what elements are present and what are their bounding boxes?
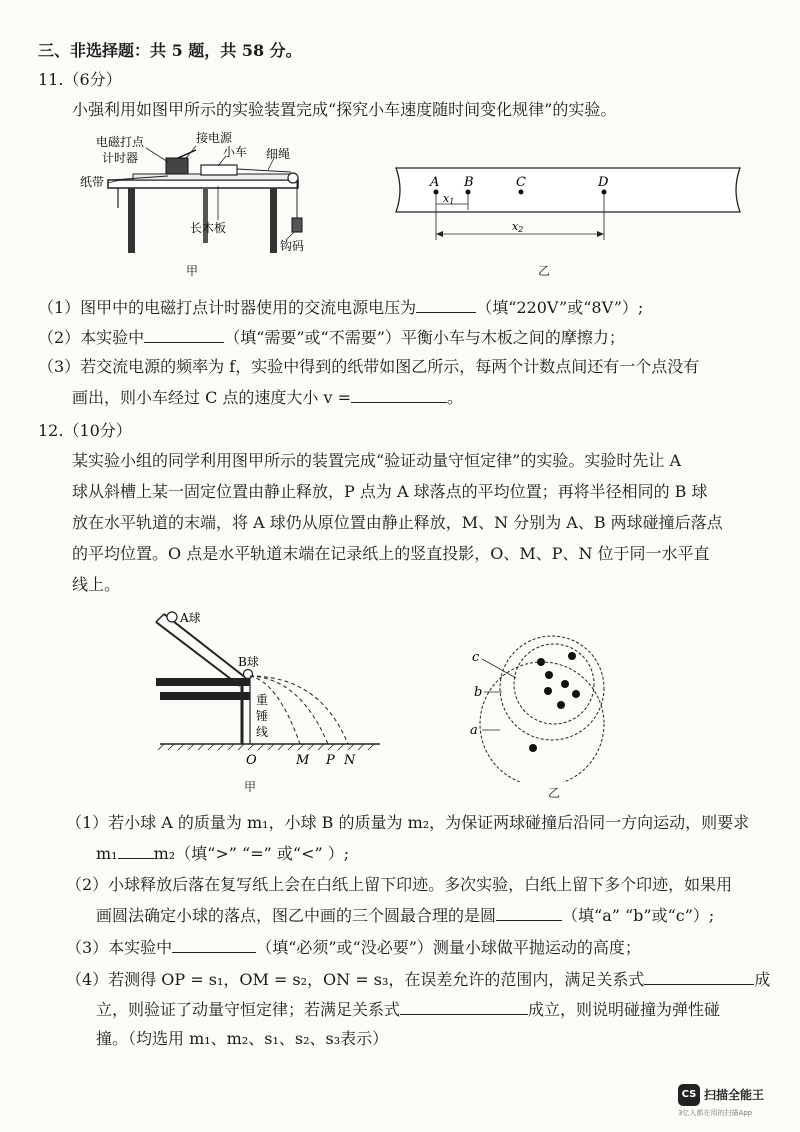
label-plumb-2: 锤	[256, 709, 269, 723]
q11-item-3-line1: （3）若交流电源的频率为 f，实验中得到的纸带如图乙所示，每两个计数点间还有一个点没有	[38, 357, 700, 376]
q12-item-4-line3: 撞。（均选用 m₁、m₂、s₁、s₂、s₃表示）	[96, 1029, 389, 1048]
q12-item-2-line2: 画圆法确定小球的落点，图乙中画的三个圆最合理的是圆 （填“a” “b”或“c”）;	[96, 906, 715, 925]
tape-x1-label: x1	[443, 192, 455, 206]
circle-a	[480, 662, 604, 782]
label-ball-b: B球	[238, 655, 259, 669]
q12-item-1-line2: m₁ m₂（填“>” “=” 或“<” ）;	[96, 844, 350, 863]
label-power: 接电源	[196, 131, 233, 145]
scanner-watermark	[678, 1084, 786, 1118]
q12-fig-a-caption: 甲	[244, 780, 257, 794]
q12-intro-line-2: 球从斜槽上某一固定位置由静止释放，P 点为 A 球落点的平均位置；再将半径相同的 B 球	[72, 482, 708, 501]
scanner-name: 扫描全能王	[704, 1088, 765, 1102]
q12-item-4-line2: 立，则验证了动量守恒定律；若满足关系式 成立，则说明碰撞为弹性碰	[96, 1000, 721, 1019]
q12-circles-figure	[448, 612, 628, 782]
q11-item-3-line2: 画出，则小车经过 C 点的速度大小 v = 。	[72, 388, 464, 407]
label-rope: 细绳	[266, 147, 291, 161]
q11-blank-2[interactable]	[144, 326, 224, 343]
q12-item-2-line1: （2）小球释放后落在复写纸上会在白纸上留下印迹。多次实验，白纸上留下多个印迹，如果用	[66, 875, 733, 894]
q12-blank-3[interactable]	[172, 936, 256, 953]
label-plumb-1: 重	[256, 693, 269, 707]
q12-intro-line-3: 放在水平轨道的末端，将 A 球仍从原位置由静止释放，M、N 分别为 A、B 两球碰撞后落点	[72, 513, 723, 532]
q12-blank-2[interactable]	[496, 904, 562, 921]
label-cart: 小车	[223, 145, 248, 159]
tape-dot-b	[466, 190, 471, 195]
scanner-slogan: 3亿人都在用的扫描App	[678, 1109, 753, 1117]
q12-intro-line-5: 线上。	[72, 575, 121, 594]
label-timer-1: 电磁打点	[96, 135, 145, 149]
q12-item-1-line1: （1）若小球 A 的质量为 m₁，小球 B 的质量为 m₂，为保证两球碰撞后沿同一方向运动，则要求	[66, 813, 750, 832]
q11-number: 11.（6分）	[38, 70, 122, 89]
q12-item-3: （3）本实验中 （填“必须”或“没必要”）测量小球做平抛运动的高度；	[66, 938, 641, 957]
label-p: P	[326, 753, 335, 768]
circle-label-c: c	[472, 650, 480, 665]
tape-x2-label: x2	[512, 220, 524, 234]
tape-dot-c	[519, 190, 524, 195]
q11-apparatus-figure	[78, 128, 308, 258]
q11-fig-a-caption: 甲	[186, 264, 199, 278]
q12-blank-4[interactable]	[644, 968, 754, 985]
circle-b	[500, 636, 604, 740]
q12-item-4-line1: （4）若测得 OP = s₁，OM = s₂，ON = s₃，在误差允许的范围内，满足关系式 成	[66, 970, 771, 989]
q12-blank-1[interactable]	[118, 842, 154, 859]
label-plumb-3: 线	[256, 725, 269, 739]
q11-item-1: （1）图甲中的电磁打点计时器使用的交流电源电压为 （填“220V”或“8V”）;	[38, 298, 644, 317]
q12-fig-b-caption: 乙	[548, 786, 561, 800]
section-title: 三、非选择题：共 5 题，共 58 分。	[38, 41, 302, 60]
q11-tape-figure	[388, 160, 748, 252]
label-weight: 钩码	[280, 239, 305, 253]
tape-label-d: D	[598, 175, 609, 190]
label-n: N	[344, 753, 356, 768]
q11-intro: 小强利用如图甲所示的实验装置完成“探究小车速度随时间变化规律”的实验。	[72, 100, 617, 119]
circle-label-a: a	[470, 723, 478, 738]
q11-blank-1[interactable]	[416, 296, 476, 313]
label-timer-2: 计时器	[102, 151, 139, 165]
circle-c	[514, 644, 594, 724]
tape-label-c: C	[516, 175, 526, 190]
q12-chute-figure	[150, 604, 386, 768]
tape-label-a: A	[430, 175, 440, 190]
q12-blank-5[interactable]	[400, 998, 528, 1015]
q12-number: 12.（10分）	[38, 421, 132, 440]
circle-label-b: b	[474, 685, 483, 700]
tape-dot-a	[434, 190, 439, 195]
q12-intro-line-1: 某实验小组的同学利用图甲所示的装置完成“验证动量守恒定律”的实验。实验时先让 A	[72, 451, 682, 470]
tape-dot-d	[602, 190, 607, 195]
label-tape: 纸带	[80, 175, 105, 189]
label-o: O	[246, 753, 257, 768]
label-board: 长木板	[190, 221, 227, 235]
q11-item-2: （2）本实验中 （填“需要”或“不需要”）平衡小车与木板之间的摩擦力；	[38, 328, 625, 347]
q11-blank-3[interactable]	[351, 386, 447, 403]
tape-label-b: B	[464, 175, 474, 190]
q11-fig-b-caption: 乙	[538, 264, 551, 278]
label-ball-a: A球	[180, 611, 201, 625]
scanner-logo-icon: CS	[678, 1084, 700, 1106]
q12-intro-line-4: 的平均位置。O 点是水平轨道末端在记录纸上的竖直投影，O、M、P、N 位于同一水平直	[72, 544, 710, 563]
label-m: M	[296, 753, 310, 768]
